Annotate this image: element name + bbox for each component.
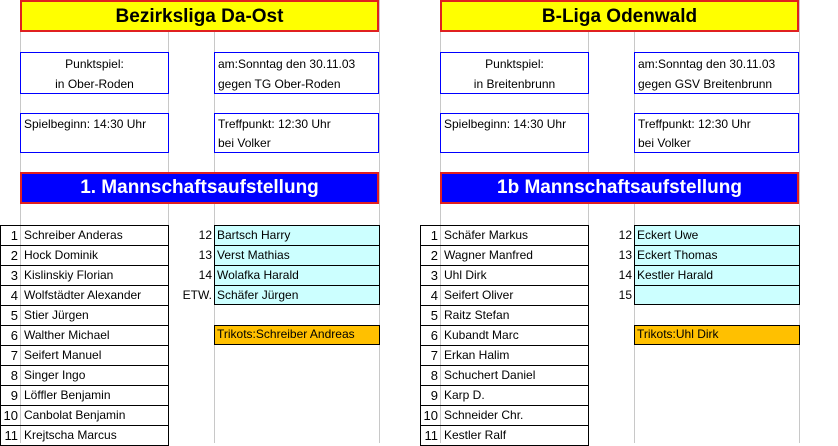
player-number: 10 xyxy=(3,408,18,423)
player-number: 2 xyxy=(10,248,18,263)
meeting-time: Treffpunkt: 12:30 Uhr xyxy=(218,117,331,131)
player-number: 2 xyxy=(430,248,438,263)
kickoff-time: Spielbeginn: 14:30 Uhr xyxy=(24,117,147,131)
player-number: 11 xyxy=(424,428,438,443)
player-number: 9 xyxy=(430,388,438,403)
trikots-label: Trikots:Uhl Dirk xyxy=(637,327,719,341)
player-number: 3 xyxy=(10,268,18,283)
player-number: 5 xyxy=(10,308,18,323)
grid-line xyxy=(379,0,380,443)
player-name: Kislinskiy Florian xyxy=(24,268,114,282)
sub-name: Wolafka Harald xyxy=(217,268,299,282)
player-number: 9 xyxy=(10,388,18,403)
player-name: Schäfer Markus xyxy=(444,228,529,242)
sub-number: 12 xyxy=(198,228,212,242)
sub-number: 14 xyxy=(618,268,632,282)
player-name: Löffler Benjamin xyxy=(24,388,111,402)
sub-name: Schäfer Jürgen xyxy=(217,288,299,302)
sub-number: 13 xyxy=(618,248,632,262)
sub-name: Eckert Thomas xyxy=(637,248,718,262)
match-type: Punktspiel: xyxy=(485,57,544,71)
league-title: Bezirksliga Da-Ost xyxy=(20,0,379,32)
row-divider xyxy=(634,285,800,286)
player-number: 7 xyxy=(430,348,438,363)
sub-number: 14 xyxy=(198,268,212,282)
player-name: Seifert Oliver xyxy=(444,288,514,302)
player-number: 3 xyxy=(430,268,438,283)
trikots-label: Trikots:Schreiber Andreas xyxy=(217,327,355,341)
player-number: 10 xyxy=(423,408,438,423)
player-name: Erkan Halim xyxy=(444,348,510,362)
match-date: am:Sonntag den 30.11.03 xyxy=(218,57,356,71)
league-title: B-Liga Odenwald xyxy=(440,0,799,32)
player-name: Kubandt Marc xyxy=(444,328,519,342)
sub-number: ETW. xyxy=(182,288,212,302)
player-number: 4 xyxy=(10,288,18,303)
lineup-banner: 1b Mannschaftsaufstellung xyxy=(440,172,799,204)
player-name: Schneider Chr. xyxy=(444,408,524,422)
player-number: 11 xyxy=(4,428,18,443)
player-name: Karp D. xyxy=(444,388,485,402)
player-number: 5 xyxy=(430,308,438,323)
player-name: Wolfstädter Alexander xyxy=(24,288,142,302)
match-opponent: gegen GSV Breitenbrunn xyxy=(638,77,773,91)
player-name: Walther Michael xyxy=(24,328,110,342)
meeting-place: bei Volker xyxy=(218,136,271,150)
sheet-left xyxy=(0,0,400,443)
player-name: Kestler Ralf xyxy=(444,428,507,442)
player-name: Singer Ingo xyxy=(24,368,86,382)
kickoff-time: Spielbeginn: 14:30 Uhr xyxy=(444,117,567,131)
sub-name: Bartsch Harry xyxy=(217,228,291,242)
player-number: 1 xyxy=(10,228,18,243)
sub-name: Verst Mathias xyxy=(217,248,290,262)
sub-number: 15 xyxy=(618,288,632,302)
player-name: Hock Dominik xyxy=(24,248,99,262)
sub-name: Kestler Harald xyxy=(637,268,714,282)
match-location: in Ober-Roden xyxy=(55,77,134,91)
player-name: Seifert Manuel xyxy=(24,348,102,362)
player-number: 7 xyxy=(10,348,18,363)
sub-name: Eckert Uwe xyxy=(637,228,699,242)
player-name: Canbolat Benjamin xyxy=(24,408,126,422)
lineup-banner: 1. Mannschaftsaufstellung xyxy=(20,172,379,204)
player-number: 6 xyxy=(10,328,18,343)
player-name: Stier Jürgen xyxy=(24,308,89,322)
player-name: Schuchert Daniel xyxy=(444,368,536,382)
player-name: Krejtscha Marcus xyxy=(24,428,117,442)
player-number: 8 xyxy=(430,368,438,383)
player-name: Uhl Dirk xyxy=(444,268,487,282)
grid-line xyxy=(799,0,800,443)
player-name: Raitz Stefan xyxy=(444,308,510,322)
sub-number: 13 xyxy=(198,248,212,262)
player-number: 4 xyxy=(430,288,438,303)
match-location: in Breitenbrunn xyxy=(473,77,556,91)
player-name: Wagner Manfred xyxy=(444,248,533,262)
player-name: Schreiber Anderas xyxy=(24,228,123,242)
meeting-time: Treffpunkt: 12:30 Uhr xyxy=(638,117,751,131)
player-number: 8 xyxy=(10,368,18,383)
player-number: 1 xyxy=(430,228,438,243)
sheet-right xyxy=(420,0,820,443)
match-type: Punktspiel: xyxy=(65,57,124,71)
player-number: 6 xyxy=(430,328,438,343)
meeting-place: bei Volker xyxy=(638,136,691,150)
sub-number: 12 xyxy=(618,228,632,242)
match-date: am:Sonntag den 30.11.03 xyxy=(638,57,776,71)
match-opponent: gegen TG Ober-Roden xyxy=(218,77,341,91)
